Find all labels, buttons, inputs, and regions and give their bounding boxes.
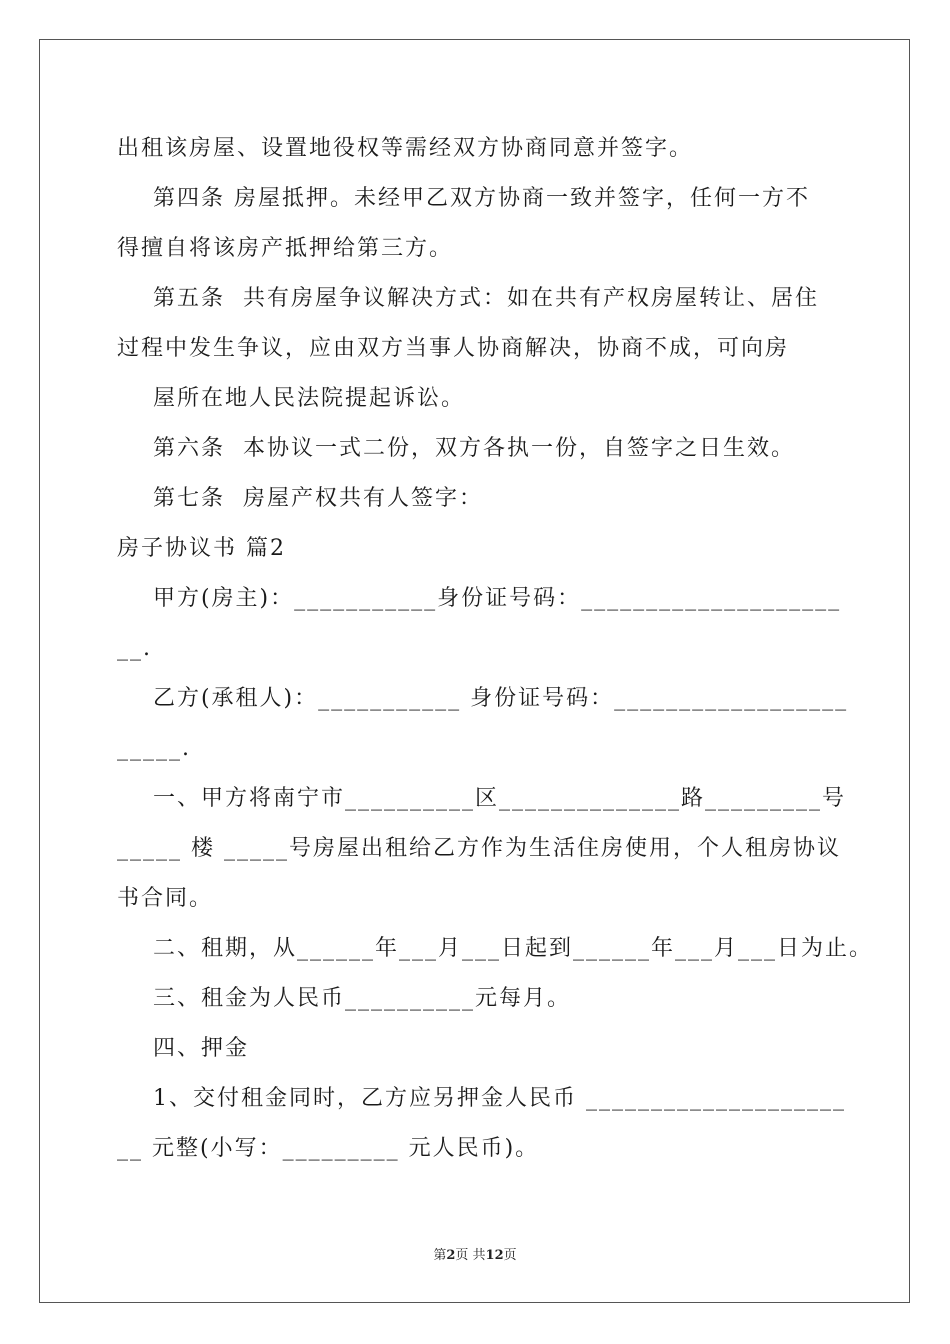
text-line: 一、甲方将南宁市__________区______________路_________号 [117,786,846,811]
text-line: 出租该房屋、设置地役权等需经双方协商同意并签字。 [117,136,694,161]
footer-suffix: 页 [503,1248,517,1263]
text-line: 第五条 共有房屋争议解决方式：如在共有产权房屋转让、居住 [117,286,819,311]
text-line: 甲方(房主)：___________身份证号码：____________________ [117,586,842,611]
text-line: 四、押金 [117,1036,249,1061]
section-heading: 房子协议书 篇2 [117,536,286,561]
text-line: 乙方(承租人)：___________ 身份证号码：__________________ [117,686,849,711]
text-line: 二、租期，从______年___月___日起到______年___月___日为止。 [117,936,873,961]
text-line: __. [117,636,152,661]
footer-prefix: 第 [433,1248,447,1263]
text-line: 屋所在地人民法院提起诉讼。 [117,386,465,411]
text-line: _____. [117,736,191,761]
page-number: 2 [446,1248,456,1263]
text-line: 1、交付租金同时，乙方应另押金人民币 ____________________ [117,1086,846,1111]
footer-mid: 页 共 [455,1248,486,1263]
text-line: 得擅自将该房产抵押给第三方。 [117,236,454,261]
text-line: 书合同。 [117,886,214,911]
text-line: __ 元整(小写：_________ 元人民币)。 [117,1136,540,1161]
text-line: 第六条 本协议一式二份，双方各执一份，自签字之日生效。 [117,436,795,461]
text-line: 第四条 房屋抵押。未经甲乙双方协商一致并签字，任何一方不 [117,186,810,211]
text-line: _____ 楼 _____号房屋出租给乙方作为生活住房使用，个人租房协议 [117,836,841,861]
text-line: 过程中发生争议，应由双方当事人协商解决，协商不成，可向房 [117,336,790,361]
total-pages: 12 [485,1248,504,1263]
page-footer [0,1247,950,1265]
text-line: 三、租金为人民币__________元每月。 [117,986,571,1011]
text-line: 第七条 房屋产权共有人签字： [117,486,483,511]
